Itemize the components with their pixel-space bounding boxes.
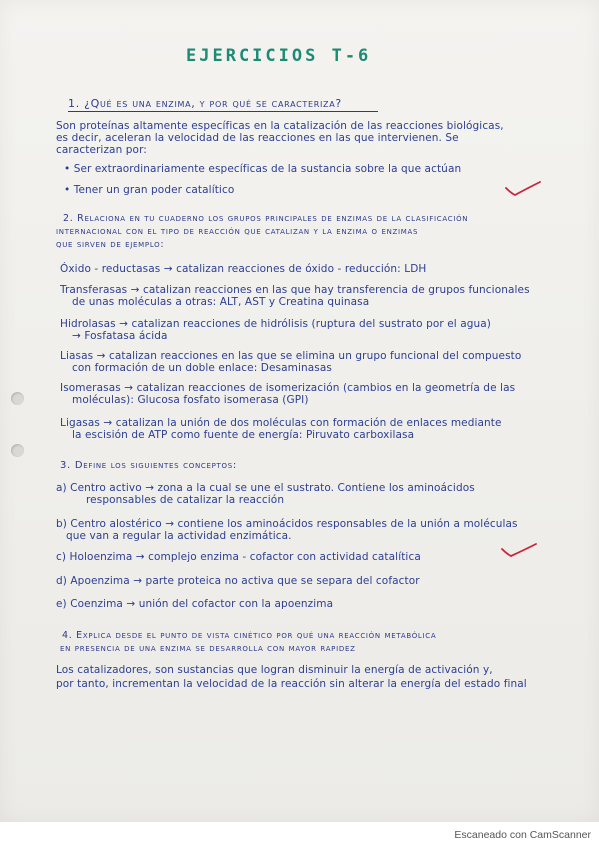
enzyme-class-item-cont: con formación de un doble enlace: Desaminasas bbox=[72, 362, 332, 374]
enzyme-class-item-cont: moléculas): Glucosa fosfato isomerasa (GPI) bbox=[72, 394, 309, 406]
question-3-heading: 3. Define los siguientes conceptos: bbox=[60, 460, 237, 471]
q1-answer-line: caracterizan por: bbox=[56, 144, 147, 156]
q1-answer-line: es decir, aceleran la velocidad de las reacciones en las que intervienen. Se bbox=[56, 132, 459, 144]
question-1-heading: 1. ¿Qué es una enzima, y por qué se caracteriza? bbox=[68, 97, 342, 110]
enzyme-class-item-cont: → Fosfatasa ácida bbox=[72, 330, 168, 342]
punch-hole bbox=[11, 392, 24, 405]
punch-hole bbox=[11, 444, 24, 457]
question-4-heading: en presencia de una enzima se desarrolla con mayor rapidez bbox=[60, 643, 356, 654]
q4-answer-line: por tanto, incrementan la velocidad de la reacción sin alterar la energía del estado final bbox=[56, 678, 527, 690]
question-2-heading: que sirven de ejemplo: bbox=[56, 239, 165, 250]
question-4-heading: 4. Explica desde el punto de vista cinético por qué una reacción metabólica bbox=[62, 630, 437, 641]
concept-item: e) Coenzima → unión del cofactor con la apoenzima bbox=[56, 598, 334, 610]
checkmark-icon bbox=[500, 542, 538, 560]
concept-item: c) Holoenzima → complejo enzima - cofactor con actividad catalítica bbox=[56, 551, 421, 563]
enzyme-class-item-cont: la escisión de ATP como fuente de energía: Piruvato carboxilasa bbox=[72, 429, 415, 441]
concept-item-cont: que van a regular la actividad enzimática. bbox=[66, 530, 292, 542]
enzyme-class-item: Hidrolasas → catalizan reacciones de hidrólisis (ruptura del sustrato por el agua) bbox=[60, 318, 492, 330]
concept-item: a) Centro activo → zona a la cual se une el sustrato. Contiene los aminoácidos bbox=[56, 482, 475, 494]
question-1-underline bbox=[68, 111, 378, 112]
scanner-watermark: Escaneado con CamScanner bbox=[454, 829, 591, 841]
enzyme-class-item: Ligasas → catalizan la unión de dos moléculas con formación de enlaces mediante bbox=[60, 417, 502, 429]
concept-item-cont: responsables de catalizar la reacción bbox=[86, 494, 285, 506]
q1-bullet: • Ser extraordinariamente específicas de la sustancia sobre la que actúan bbox=[64, 163, 462, 175]
concept-item: b) Centro alostérico → contiene los aminoácidos responsables de la unión a moléculas bbox=[56, 518, 518, 530]
enzyme-class-item-cont: de unas moléculas a otras: ALT, AST y Creatina quinasa bbox=[72, 296, 370, 308]
q1-answer-line: Son proteínas altamente específicas en la catalización de las reacciones biológicas, bbox=[56, 120, 504, 132]
enzyme-class-item: Isomerasas → catalizan reacciones de isomerización (cambios en la geometría de las bbox=[60, 382, 516, 394]
enzyme-class-item: Transferasas → catalizan reacciones en las que hay transferencia de grupos funcionales bbox=[60, 284, 530, 296]
question-2-heading: internacional con el tipo de reacción que catalizan y la enzima o enzimas bbox=[56, 226, 419, 237]
enzyme-class-item: Liasas → catalizan reacciones en las que se elimina un grupo funcional del compuesto bbox=[60, 350, 522, 362]
q1-bullet: • Tener un gran poder catalítico bbox=[64, 184, 235, 196]
q4-answer-line: Los catalizadores, son sustancias que logran disminuir la energía de activación y, bbox=[56, 664, 493, 676]
checkmark-icon bbox=[504, 180, 542, 198]
question-2-heading: 2. Relaciona en tu cuaderno los grupos principales de enzimas de la clasificación bbox=[63, 213, 469, 224]
page-title: EJERCICIOS T-6 bbox=[186, 46, 372, 66]
concept-item: d) Apoenzima → parte proteica no activa que se separa del cofactor bbox=[56, 575, 420, 587]
enzyme-class-item: Óxido - reductasas → catalizan reacciones de óxido - reducción: LDH bbox=[60, 263, 427, 275]
